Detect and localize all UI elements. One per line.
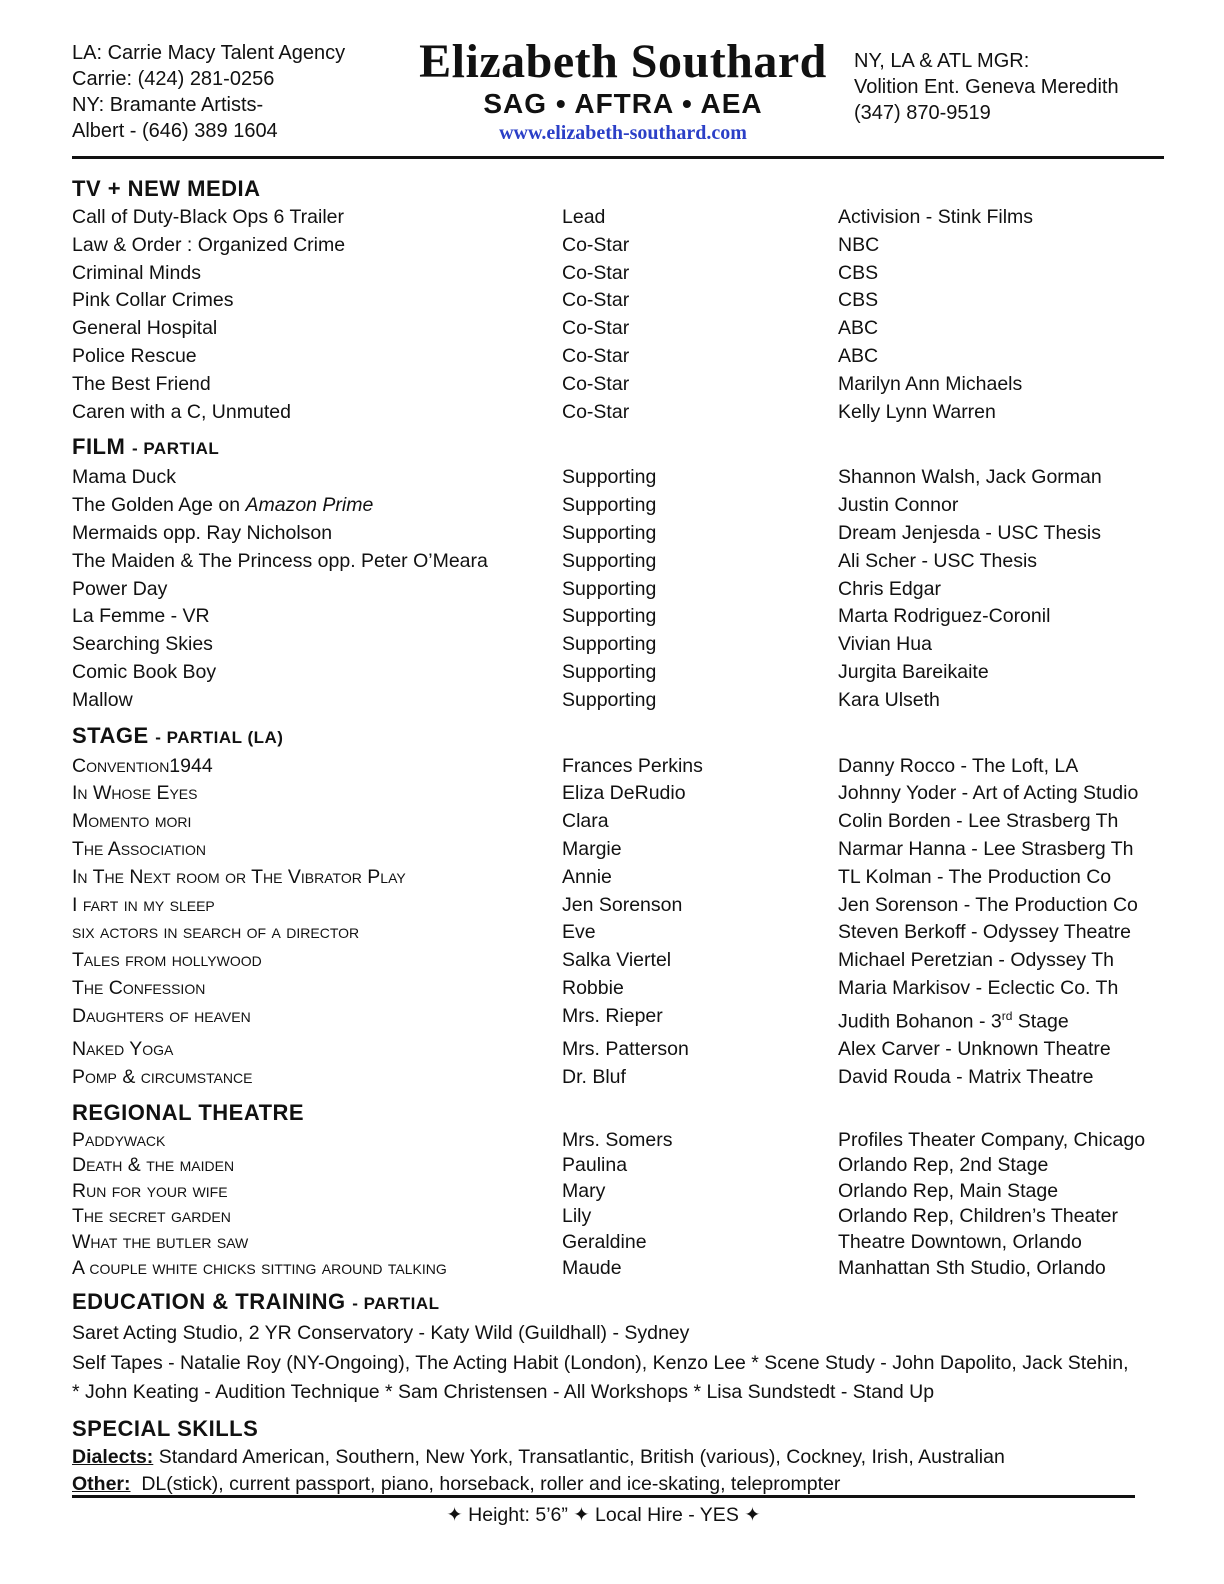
credit-company: Marta Rodriguez-Coronil <box>838 605 1051 628</box>
credit-role: Mrs. Patterson <box>562 1038 689 1061</box>
credit-role: Supporting <box>562 633 657 656</box>
footer-divider <box>72 1495 1135 1498</box>
credit-row <box>72 343 1164 371</box>
credit-title: The Maiden & The Princess opp. Peter O’Meara <box>72 549 488 572</box>
credit-row <box>72 780 1164 808</box>
credit-title: Convention1944 <box>72 754 213 777</box>
credit-row <box>72 548 1164 576</box>
credit-role: Margie <box>562 837 622 860</box>
section-title: SPECIAL SKILLS <box>72 1415 259 1441</box>
credit-company: Vivian Hua <box>838 633 932 656</box>
credit-row <box>72 1003 1164 1036</box>
credit-row <box>72 1128 1164 1154</box>
credit-role: Dr. Bluf <box>562 1065 626 1088</box>
footer-info: ✦ Height: 5’6” ✦ Local Hire - YES ✦ <box>446 1504 761 1526</box>
credit-role: Paulina <box>562 1154 628 1177</box>
credit-list <box>72 753 1164 1092</box>
section-title <box>72 721 1164 753</box>
credit-row <box>72 1036 1164 1064</box>
credit-role: Co-Star <box>562 372 630 395</box>
section-title: REGIONAL THEATRE <box>72 1099 305 1125</box>
credit-row <box>72 371 1164 399</box>
credit-company: Johnny Yoder - Art of Acting Studio <box>838 782 1139 805</box>
credit-title: The secret garden <box>72 1205 231 1228</box>
tv-section <box>72 174 1164 426</box>
credit-title: Searching Skies <box>72 633 213 656</box>
credit-list <box>72 204 1164 426</box>
credit-company: David Rouda - Matrix Theatre <box>838 1065 1094 1088</box>
credit-company: NBC <box>838 233 880 256</box>
credit-title: Death & the maiden <box>72 1154 235 1177</box>
credit-title: Naked Yoga <box>72 1038 174 1061</box>
credit-role: Supporting <box>562 521 657 544</box>
credit-title-text: The Golden Age on <box>72 494 246 517</box>
agency-line: LA: Carrie Macy Talent Agency <box>72 42 346 64</box>
credit-role: Co-Star <box>562 261 630 284</box>
credit-company: Kara Ulseth <box>838 688 940 711</box>
credit-company: Shannon Walsh, Jack Gorman <box>838 466 1102 489</box>
resume-body <box>72 174 1164 1498</box>
credit-company: CBS <box>838 289 879 312</box>
credit-row <box>72 204 1164 232</box>
credit-role: Frances Perkins <box>562 754 703 777</box>
credit-title: Law & Order : Organized Crime <box>72 233 346 256</box>
credit-row <box>72 260 1164 288</box>
credit-title: Mermaids opp. Ray Nicholson <box>72 521 333 544</box>
manager-line: NY, LA & ATL MGR: <box>854 50 1030 72</box>
section-title-main: STAGE <box>72 722 149 748</box>
education-line: * John Keating - Audition Technique * Sam Christensen - All Workshops * Lisa Sundstedt - Stand Up <box>72 1381 935 1404</box>
credit-title: Mallow <box>72 688 133 711</box>
actor-name: Elizabeth Southard <box>419 35 827 88</box>
agency-line: Albert - (646) 389 1604 <box>72 120 278 142</box>
credit-role: Lily <box>562 1205 592 1228</box>
credit-title: Caren with a C, Unmuted <box>72 400 291 423</box>
agency-line: NY: Bramante Artists- <box>72 94 264 116</box>
credit-row <box>72 1204 1164 1230</box>
credit-title: Police Rescue <box>72 344 197 367</box>
credit-company: Justin Connor <box>838 494 959 517</box>
unions: SAG • AFTRA • AEA <box>483 88 763 119</box>
credit-title: Paddywack <box>72 1128 166 1151</box>
credit-company: Profiles Theater Company, Chicago <box>838 1128 1146 1151</box>
credit-row <box>72 892 1164 920</box>
credit-role: Robbie <box>562 976 624 999</box>
credit-company: Chris Edgar <box>838 577 941 600</box>
credit-company: Jen Sorenson - The Production Co <box>838 893 1138 916</box>
credit-title <box>72 492 562 520</box>
name-block <box>400 36 846 146</box>
credit-title: Tales from hollywood <box>72 949 262 972</box>
credit-row <box>72 687 1164 715</box>
credit-company: Michael Peretzian - Odyssey Th <box>838 949 1114 972</box>
credit-company: Maria Markisov - Eclectic Co. Th <box>838 976 1119 999</box>
credit-role: Mary <box>562 1179 606 1202</box>
dialects-label: Dialects: <box>72 1445 154 1468</box>
credit-company: Marilyn Ann Michaels <box>838 372 1023 395</box>
credit-row <box>72 1230 1164 1256</box>
credit-title: Mama Duck <box>72 466 177 489</box>
education-section <box>72 1287 1164 1408</box>
credit-title: La Femme - VR <box>72 605 210 628</box>
section-title-main: FILM <box>72 434 126 460</box>
credit-role: Supporting <box>562 494 657 517</box>
credit-title: What the butler saw <box>72 1230 249 1253</box>
credit-role: Co-Star <box>562 400 630 423</box>
manager-line: Volition Ent. Geneva Meredith <box>854 76 1119 98</box>
education-line: Saret Acting Studio, 2 YR Conservatory - Katy Wild (Guildhall) - Sydney <box>72 1322 690 1345</box>
credit-title: The Confession <box>72 976 206 999</box>
credit-company: Colin Borden - Lee Strasberg Th <box>838 810 1119 833</box>
credit-row <box>72 864 1164 892</box>
agency-line: Carrie: (424) 281-0256 <box>72 68 275 90</box>
credit-title: I fart in my sleep <box>72 893 215 916</box>
credit-row <box>72 492 1164 520</box>
credit-title: In The Next room or The Vibrator Play <box>72 865 406 888</box>
credit-row <box>72 315 1164 343</box>
credit-company-text: Stage <box>1012 1010 1069 1033</box>
section-title-main: EDUCATION & TRAINING <box>72 1289 346 1315</box>
credit-title: Pink Collar Crimes <box>72 289 234 312</box>
credit-company: CBS <box>838 261 879 284</box>
credit-row <box>72 1064 1164 1092</box>
credit-company: Alex Carver - Unknown Theatre <box>838 1038 1111 1061</box>
credit-row <box>72 1179 1164 1205</box>
credit-title: Call of Duty-Black Ops 6 Trailer <box>72 206 345 228</box>
section-subtitle: - PARTIAL (LA) <box>155 727 284 747</box>
credit-role: Lead <box>562 206 606 228</box>
credit-company: Ali Scher - USC Thesis <box>838 549 1038 572</box>
credit-title: In Whose Eyes <box>72 782 198 805</box>
credit-role: Co-Star <box>562 289 630 312</box>
credit-role: Supporting <box>562 605 657 628</box>
credit-list <box>72 464 1164 714</box>
credit-list <box>72 1128 1164 1282</box>
credit-company: Kelly Lynn Warren <box>838 400 996 423</box>
header-divider <box>72 156 1164 159</box>
credit-row <box>72 975 1164 1003</box>
credit-company: Narmar Hanna - Lee Strasberg Th <box>838 837 1134 860</box>
manager-contact <box>854 48 1119 126</box>
agency-contact <box>72 40 345 144</box>
credit-title: The Best Friend <box>72 372 211 395</box>
credit-row <box>72 1256 1164 1282</box>
other-value: DL(stick), current passport, piano, horseback, roller and ice-skating, teleprompter <box>141 1472 841 1495</box>
stage-section <box>72 721 1164 1092</box>
credit-company-text: Judith Bohanon - 3 <box>838 1010 1002 1033</box>
credit-row <box>72 464 1164 492</box>
credit-title: A couple white chicks sitting around talking <box>72 1256 447 1279</box>
credit-company: ABC <box>838 344 879 367</box>
credit-company: Activision - Stink Films <box>838 206 1034 228</box>
credit-role: Supporting <box>562 688 657 711</box>
credit-row <box>72 631 1164 659</box>
skills-section <box>72 1414 1164 1498</box>
credit-row <box>72 520 1164 548</box>
section-subtitle: - PARTIAL <box>352 1294 440 1314</box>
credit-company: Jurgita Bareikaite <box>838 660 989 683</box>
credit-row <box>72 753 1164 781</box>
regional-section <box>72 1098 1164 1282</box>
other-skills-line <box>72 1471 1164 1498</box>
credit-role: Co-Star <box>562 233 630 256</box>
credit-role: Maude <box>562 1256 622 1279</box>
credit-row <box>72 232 1164 260</box>
credit-company: ABC <box>838 317 879 340</box>
section-subtitle: - PARTIAL <box>131 439 220 459</box>
credit-company <box>838 1003 1164 1036</box>
credit-role: Mrs. Somers <box>562 1128 673 1151</box>
credit-row <box>72 603 1164 631</box>
credit-row <box>72 947 1164 975</box>
credit-role: Eliza DeRudio <box>562 782 686 805</box>
credit-role: Supporting <box>562 466 657 489</box>
credit-role: Mrs. Rieper <box>562 1004 663 1027</box>
education-line: Self Tapes - Natalie Roy (NY-Ongoing), The Acting Habit (London), Kenzo Lee * Scene Study - John Dapolito, Jack Stehin, <box>72 1351 1129 1374</box>
credit-company: Orlando Rep, Main Stage <box>838 1179 1059 1202</box>
credit-row <box>72 919 1164 947</box>
credit-company: TL Kolman - The Production Co <box>838 865 1112 888</box>
credit-company: Danny Rocco - The Loft, LA <box>838 754 1079 777</box>
credit-role: Supporting <box>562 660 657 683</box>
credit-role: Annie <box>562 865 612 888</box>
credit-role: Supporting <box>562 549 657 572</box>
platform-name: Amazon Prime <box>245 494 374 517</box>
credit-title: Momento mori <box>72 810 192 833</box>
credit-company: Orlando Rep, 2nd Stage <box>838 1154 1049 1177</box>
credit-company: Orlando Rep, Children’s Theater <box>838 1205 1119 1228</box>
ordinal-suffix: rd <box>1001 1008 1013 1023</box>
credit-company: Manhattan Sth Studio, Orlando <box>838 1256 1106 1279</box>
credit-role: Clara <box>562 810 609 833</box>
dialects-line <box>72 1444 1164 1471</box>
credit-title: six actors in search of a director <box>72 921 360 944</box>
credit-title: Run for your wife <box>72 1179 228 1202</box>
credit-role: Geraldine <box>562 1230 647 1253</box>
credit-row <box>72 576 1164 604</box>
credit-row <box>72 808 1164 836</box>
credit-row <box>72 836 1164 864</box>
credit-title: Criminal Minds <box>72 261 201 284</box>
manager-line: (347) 870-9519 <box>854 102 991 124</box>
credit-title: Daughters of heaven <box>72 1004 251 1027</box>
credit-company: Steven Berkoff - Odyssey Theatre <box>838 921 1132 944</box>
film-section <box>72 432 1164 714</box>
credit-title: General Hospital <box>72 317 218 340</box>
credit-row <box>72 399 1164 427</box>
section-title <box>72 432 1164 464</box>
credit-company: Theatre Downtown, Orlando <box>838 1230 1082 1253</box>
section-title <box>72 1287 1164 1319</box>
credit-role: Co-Star <box>562 317 630 340</box>
credit-title: Pomp & circumstance <box>72 1065 253 1088</box>
credit-title: The Association <box>72 837 207 860</box>
dialects-value: Standard American, Southern, New York, Transatlantic, British (various), Cockney, Irish, Australian <box>158 1445 1005 1468</box>
credit-title: Power Day <box>72 577 168 600</box>
credit-role: Supporting <box>562 577 657 600</box>
credit-title: Comic Book Boy <box>72 660 217 683</box>
credit-role: Co-Star <box>562 344 630 367</box>
credit-row <box>72 659 1164 687</box>
credit-role: Jen Sorenson <box>562 893 683 916</box>
credit-row <box>72 287 1164 315</box>
other-label: Other: <box>72 1472 131 1495</box>
credit-role: Eve <box>562 921 596 944</box>
section-title: TV + NEW MEDIA <box>72 176 261 201</box>
credit-company: Dream Jenjesda - USC Thesis <box>838 521 1101 544</box>
credit-role: Salka Viertel <box>562 949 672 972</box>
credit-row <box>72 1153 1164 1179</box>
website-link[interactable]: www.elizabeth-southard.com <box>499 122 747 144</box>
